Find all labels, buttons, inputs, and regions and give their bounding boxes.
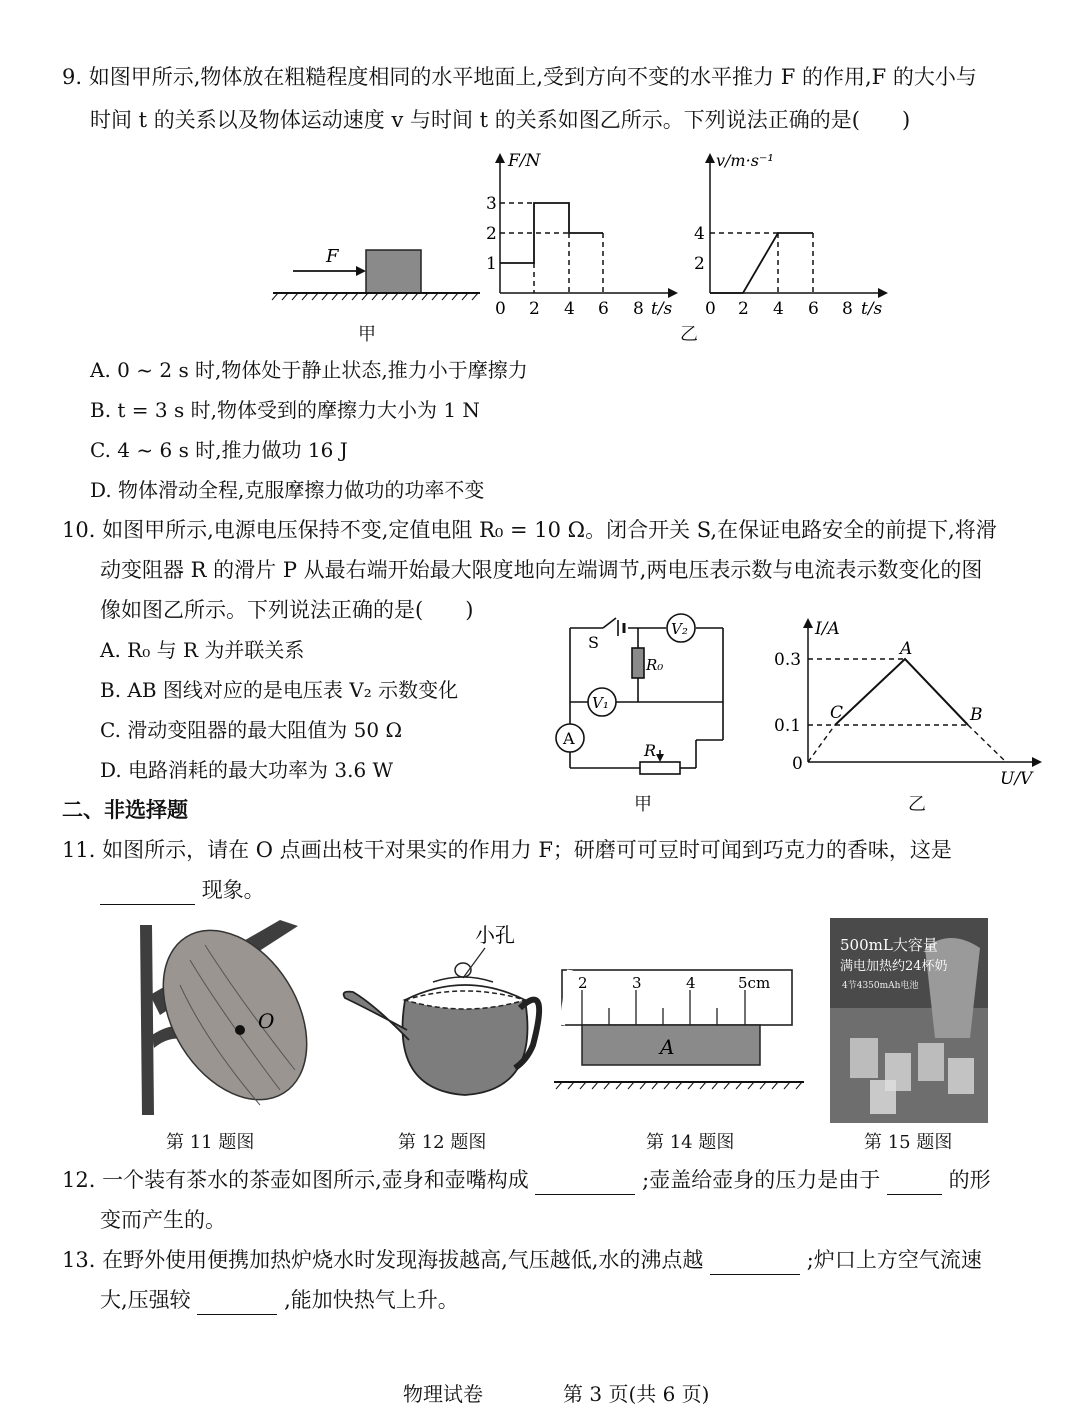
q10-option-a[interactable]: A. R₀ 与 R 为并联关系 [100,638,305,662]
v-xtick-8: 8 [842,299,853,319]
q9-graph-v-t [688,148,893,323]
F-xtick-2: 2 [529,299,540,319]
q12-part1: 12. 一个装有茶水的茶壶如图所示,壶身和壶嘴构成 [62,1168,529,1192]
q9-option-b[interactable]: B. t = 3 s 时,物体受到的摩擦力大小为 1 N [90,398,480,422]
v1-label: V₁ [592,694,609,712]
q9-yi-caption: 乙 [680,324,698,345]
v-xaxis-label: t/s [861,299,883,319]
F-ytick-3: 3 [486,194,497,214]
block-A-label: A [660,1035,675,1059]
U-axis-label: U/V [1000,769,1033,789]
v-ytick-4: 4 [694,224,705,244]
fig11-cocoa-pod [130,920,315,1120]
q10-jia-caption: 甲 [634,794,652,815]
product-text-1: 500mL大容量 [840,936,938,954]
force-label: F [326,246,339,267]
F-ytick-2: 2 [486,224,497,244]
q12-part2: ;壶盖给壶身的压力是由于 [642,1168,881,1192]
q12-line2: 变而产生的。 [100,1208,226,1232]
q13-line2a: 大,压强较 [100,1288,191,1312]
q10-option-b[interactable]: B. AB 图线对应的是电压表 V₂ 示数变化 [100,678,459,702]
q12-answer-blank-2[interactable] [887,1172,942,1195]
q11-line1: 11. 如图所示，请在 O 点画出枝干对果实的作用力 F；研磨可可豆时可闻到巧克力的香味，这是 [62,838,952,862]
q9-line1: 9. 如图甲所示,物体放在粗糙程度相同的水平地面上,受到方向不变的水平推力 F 的作用,F 的大小与 [62,65,977,89]
q11-answer-blank[interactable] [100,882,195,905]
fig15-product-photo [830,918,988,1123]
fig15-caption: 第 15 题图 [864,1132,953,1153]
rheostat-label: R [644,741,657,760]
fig12-caption: 第 12 题图 [398,1132,487,1153]
q10-graph-I-U [770,612,1050,787]
fig12-teapot [335,920,550,1100]
fig14-caption: 第 14 题图 [646,1132,735,1153]
q9-option-c[interactable]: C. 4 ~ 6 s 时,推力做功 16 J [90,438,348,462]
q10-line3: 像如图乙所示。下列说法正确的是( ) [100,598,474,622]
v-xtick-2: 2 [738,299,749,319]
q12-part3: 的形 [948,1168,991,1192]
ruler-tick-4: 4 [686,974,696,992]
footer-subject: 物理试卷 [403,1382,483,1406]
product-text-3: 4节4350mAh电池 [842,981,919,991]
F-xaxis-label: t/s [651,299,673,319]
F-ytick-1: 1 [486,254,497,274]
v-xtick-0: 0 [705,299,716,319]
v-xtick-6: 6 [808,299,819,319]
q11-line2-suffix: 现象。 [201,878,265,902]
q9-option-d[interactable]: D. 物体滑动全程,克服摩擦力做功的功率不变 [90,478,485,502]
F-xtick-8: 8 [633,299,644,319]
point-C: C [830,703,844,723]
q10-option-d[interactable]: D. 电路消耗的最大功率为 3.6 W [100,758,394,782]
I-axis-label: I/A [815,619,840,639]
q9-option-a[interactable]: A. 0 ~ 2 s 时,物体处于静止状态,推力小于摩擦力 [90,358,528,382]
fig14-ruler-block [552,968,812,1098]
ruler-tick-5cm: 5cm [738,974,771,992]
F-axis-label: F/N [508,151,541,171]
q13-part2: ;炉口上方空气流速 [806,1248,982,1272]
footer-page-number: 第 3 页(共 6 页) [563,1382,710,1406]
v-xtick-4: 4 [773,299,784,319]
q10-yi-caption: 乙 [908,794,926,815]
q13-answer-blank-2[interactable] [197,1292,277,1315]
section-2-heading: 二、非选择题 [62,797,188,822]
q9-graph-F-t [478,148,678,323]
point-B: B [970,705,983,725]
I-ytick-0: 0 [792,754,803,774]
q13-answer-blank-1[interactable] [710,1252,800,1275]
point-A: A [900,639,913,659]
switch-label: S [588,633,599,652]
r0-label: R₀ [646,656,664,674]
q9-jia-caption: 甲 [358,324,376,345]
teapot-hole-label: 小孔 [475,923,515,947]
fig11-caption: 第 11 题图 [166,1132,255,1153]
F-xtick-4: 4 [564,299,575,319]
ruler-tick-2: 2 [578,974,588,992]
q13-line2b: ,能加快热气上升。 [284,1288,459,1312]
q10-line1: 10. 如图甲所示,电源电压保持不变,定值电阻 R₀ = 10 Ω。闭合开关 S,在保证电路安全的前提下,将滑 [62,518,997,542]
product-text-2: 满电加热约24杯奶 [840,959,948,974]
F-xtick-6: 6 [598,299,609,319]
q12-answer-blank-1[interactable] [535,1172,635,1195]
q10-option-c[interactable]: C. 滑动变阻器的最大阻值为 50 Ω [100,718,403,742]
q9-line2: 时间 t 的关系以及物体运动速度 v 与时间 t 的关系如图乙所示。下列说法正确的是( ) [90,108,911,132]
I-ytick-0.3: 0.3 [774,650,802,670]
ammeter-label: A [563,729,575,748]
q10-circuit [548,610,738,780]
q10-line2: 动变阻器 R 的滑片 P 从最右端开始最大限度地向左端调节,两电压表示数与电流表示数变化的图 [100,558,983,582]
q13-part1: 13. 在野外使用便携加热炉烧水时发现海拔越高,气压越低,水的沸点越 [62,1248,704,1272]
v2-label: V₂ [671,620,688,638]
v-axis-label: v/m·s⁻¹ [716,151,774,170]
ruler-tick-3: 3 [632,974,642,992]
I-ytick-0.1: 0.1 [774,716,802,736]
F-xtick-0: 0 [495,299,506,319]
v-ytick-2: 2 [694,254,705,274]
point-O-label: O [258,1009,275,1033]
